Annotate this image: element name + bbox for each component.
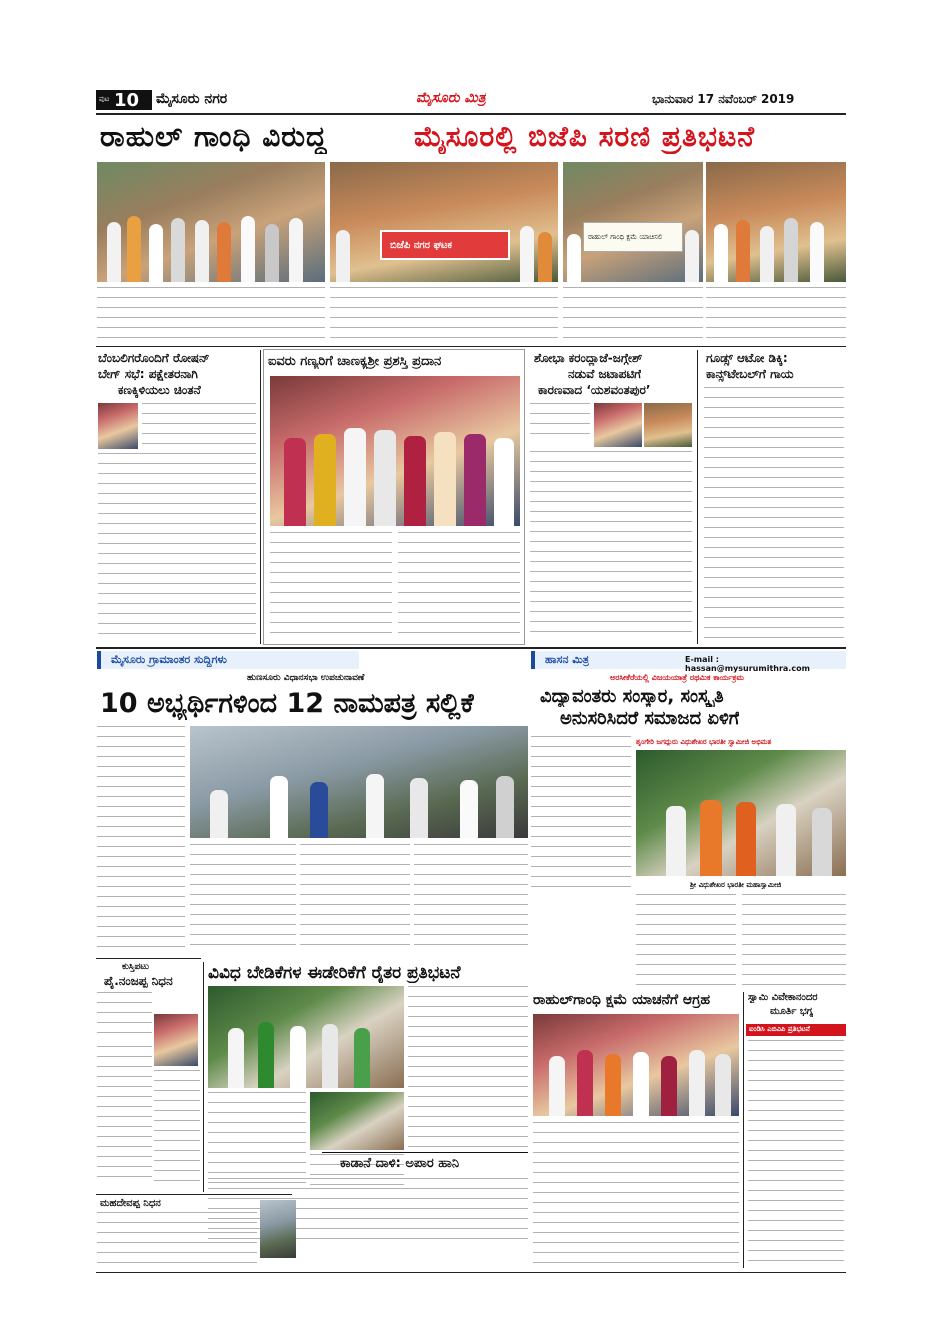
col1-story-title-1: ಬೆಂಬಲಿಗರೊಂದಿಗೆ ರೋಷನ್ [98,351,210,365]
shobha-divider [697,350,698,644]
farmers-headline: ವಿವಿಧ ಬೇಡಿಕೆಗಳ ಈಡೇರಿಕೆಗೆ ರೈತರ ಪ್ರತಿಭಟನೆ [208,963,461,983]
obit1-title: ಪೈ.ನಂಜಪ್ಪ ನಿಧನ [104,974,173,988]
lead-headline-part1: ರಾಹುಲ್ ಗಾಂಧಿ ವಿರುದ್ಧ [100,120,328,153]
lead-headline [96,118,846,158]
lead-text-col1 [97,287,325,341]
lead-headline-part2: ಮೈಸೂರಲ್ಲಿ ಬಿಜೆಪಿ ಸರಣಿ ಪ್ರತಿಭಟನೆ [414,120,755,153]
lead-placard [583,222,683,252]
rural-text-d [414,844,528,954]
goods-title-2: ಕಾನ್ಸ್‌ಟೇಬಲ್‌ಗೆ ಗಾಯ [706,367,794,381]
goods-text [704,387,844,641]
award-text-2 [398,532,520,640]
award-photo [270,376,520,526]
col1-story-title-3: ಕಣಕ್ಕಿಳಿಯಲು ಚಿಂತನೆ [118,383,201,397]
statue-title-2: ಮೂರ್ತಿ ಭಗ್ನ [770,1006,814,1017]
farmers-text-a [208,1092,306,1186]
hassan-kicker: ಅರಸೀಕೆರೆಯಲ್ಲಿ ವಿಜಯಯಾತ್ರೆ ರಥಮಿಕ ಕಾರ್ಯಕ್ರಮ [610,673,744,682]
hassan-photo [636,750,846,876]
rural-photo [190,726,528,838]
obit1-text-c [154,1070,200,1186]
statue-title-1: ಸ್ವಾಮಿ ವಿವೇಕಾನಂದರ [748,992,818,1003]
farmers-photo-1 [208,986,404,1088]
statue-text [748,1040,844,1264]
rural-text-b [190,844,296,954]
obit2-text [97,1212,257,1268]
col1-divider [260,350,261,644]
elephant-title-box [322,1152,528,1174]
lead-photo-2 [330,162,558,282]
lead-photo-4 [706,162,846,282]
hassan-subhead: ಶೃಂಗೇರಿ ಜಗದ್ಗುರು ವಿಧುಶೇಖರ ಭಾರತೀ ಸ್ವಾಮೀಜಿ ಅಭಿಮತ [636,738,772,746]
masthead [96,88,846,112]
lead-text-col2 [330,287,558,341]
page-number: 10 [114,90,140,111]
rural-band-text: ಮೈಸೂರು ಗ್ರಾಮಾಂತರ ಸುದ್ದಿಗಳು [111,653,227,666]
award-story-title: ಐವರು ಗಣ್ಯರಿಗೆ ಚಾಣಕ್ಯಶ್ರೀ ಪ್ರಶಸ್ತಿ ಪ್ರದಾನ [268,354,442,369]
masthead-rule [96,113,846,115]
rural-headline: 10 ಅಭ್ಯರ್ಥಿಗಳಿಂದ 12 ನಾಮಪತ್ರ ಸಲ್ಲಿಕೆ [100,688,474,719]
issue-date: ಭಾನುವಾರ 17 ನವೆಂಬರ್ 2019 [652,92,795,106]
rahul2-divider [743,992,744,1268]
section-name: ಮೈಸೂರು ನಗರ [156,91,228,107]
award-story [263,349,525,645]
lead-banner [380,230,510,260]
lead-photo-3 [563,162,703,282]
col1-text-a [142,403,256,449]
page-label: ಪುಟ [99,95,110,103]
col1-story-title-2: ಬೇಗ್ ಸಭೆ: ಪಕ್ಷೇತರನಾಗಿ [98,367,198,381]
obit1-text-a [97,992,152,1042]
footer-rule [96,1272,846,1273]
hassan-headline-2: ಅನುಸರಿಸಿದರೆ ಸಮಾಜದ ಏಳಿಗೆ [560,708,740,729]
shobha-title-2: ನಡುವೆ ಜಟಾಪಟಿಗೆ [568,367,642,381]
hassan-photo-caption: ಶ್ರೀ ವಿಧುಶೇಖರ ಭಾರತೀ ಮಹಾಸ್ವಾಮೀಜಿ [690,880,782,889]
obit1-divider [203,962,204,1192]
hassan-text-c [742,894,846,988]
hassan-band [531,651,846,673]
obit2-rule [96,1194,292,1195]
lead-text-col4 [706,287,846,341]
goods-title-1: ಗೂಡ್ಸ್ ಆಟೋ ಡಿಕ್ಕಿ: [706,351,788,365]
rural-kicker: ಹುಣಸೂರು ವಿಧಾನಸಭಾ ಉಪಚುನಾವಣೆ [247,673,365,683]
lead-placard-text: ರಾಹುಲ್ ಗಾಂಧಿ ಕ್ಷಮೆ ಯಾಚಿಸಲಿ [588,233,663,241]
rahul2-text [533,1122,739,1264]
shobha-text-b [530,451,692,641]
lead-banner-text: ಬಿಜೆಪಿ ನಗರ ಘಟಕ [390,240,453,251]
shobha-portrait-1 [594,403,642,447]
lead-text-col3 [563,287,703,341]
hassan-headline-1: ವಿದ್ಯಾವಂತರು ಸಂಸ್ಕಾರ, ಸಂಸ್ಕೃತಿ [540,686,724,707]
statue-story [746,992,846,1268]
elephant-headline: ಕಾಡಾನೆ ದಾಳಿ: ಅಪಾರ ಹಾನಿ [340,1156,460,1171]
rural-text-c [300,844,410,954]
hassan-band-text: ಹಾಸನ ಮಿತ್ರ [545,653,590,666]
obit1-portrait [154,1014,198,1066]
rahul2-headline: ರಾಹುಲ್‌ಗಾಂಧಿ ಕ್ಷಮೆ ಯಾಚನೆಗೆ ಆಗ್ರಹ [533,992,711,1008]
rural-text-a [97,726,185,956]
paper-logo: ಮೈಸೂರು ಮಿತ್ರ [416,90,486,106]
shobha-portrait-2 [644,403,692,447]
hassan-email: E-mail : hassan@mysurumithra.com [685,655,810,673]
hassan-text-b [636,894,736,988]
obit2-title: ಮಹದೇವಪ್ಪ ನಿಧನ [100,1198,161,1209]
statue-kicker-bar [746,1024,846,1036]
goods-story [700,349,846,645]
mid-rule [96,647,846,649]
shobha-story [528,349,695,645]
lead-photo-1 [97,162,325,282]
lead-rule [96,346,846,347]
shobha-title-1: ಶೋಭಾ ಕರಂದ್ಲಾಜೆ-ಜಗ್ಗೇಶ್ [534,351,643,365]
farmers-text-c [408,986,528,1148]
rahul2-photo [533,1014,739,1116]
obit1-kicker: ಕುಸ್ತಿಪಟು [122,962,149,972]
rural-band [97,651,359,669]
farmers-photo-2 [310,1092,404,1150]
col1-story [96,349,258,645]
col1-portrait [98,403,138,449]
obit2-portrait [260,1200,296,1258]
obit1-rule [96,958,201,959]
statue-kicker: ಐಂಡಿಸಿ ಎಬಿವಿಪಿ ಪ್ರತಿಭಟನೆ [749,1025,810,1033]
rural-kicker-bar [97,672,527,686]
obit1-text-b [97,1046,152,1186]
shobha-text-a [530,403,590,443]
rahul2-box [531,992,741,1268]
hassan-text-a [531,736,631,890]
shobha-title-3: ಕಾರಣವಾದ ‘ಯಶವಂತಪುರ’ [538,383,651,397]
col1-text-b [98,453,256,641]
award-text-1 [270,532,392,640]
page-number-badge [96,90,152,110]
